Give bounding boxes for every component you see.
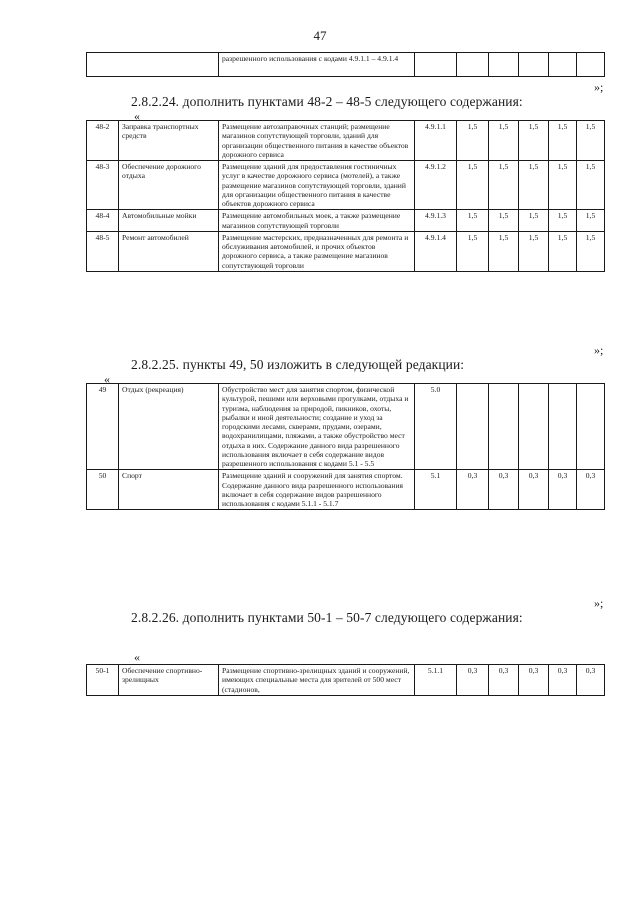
coefficient-cell: 1,5 <box>457 210 489 232</box>
coefficient-cell: 0,3 <box>549 470 577 510</box>
section-1-table <box>86 120 605 272</box>
table-row <box>87 665 605 696</box>
land-use-code: 4.9.1.4 <box>415 231 457 271</box>
table-row <box>87 161 605 210</box>
coefficient-cell: 0,3 <box>577 665 605 696</box>
coefficient-cell: 0,3 <box>457 470 489 510</box>
land-use-name: Ремонт автомобилей <box>119 231 219 271</box>
coefficient-cell: 1,5 <box>457 121 489 161</box>
coefficient-cell: 1,5 <box>577 231 605 271</box>
section-2-heading: 2.8.2.25. пункты 49, 50 изложить в следующей редакции: <box>131 357 465 372</box>
land-use-name: Автомобильные мойки <box>119 210 219 232</box>
land-use-code: 5.1.1 <box>415 665 457 696</box>
row-number: 48-2 <box>87 121 119 161</box>
land-use-description: Размещение мастерских, предназначенных для ремонта и обслуживания автомобилей, и прочих объектов дорожного сервиса, а также размещение магазинов сопутствующей торговли <box>219 231 415 271</box>
section-2-open-quote: « <box>104 372 110 386</box>
coefficient-cell: 1,5 <box>489 121 519 161</box>
land-use-code: 4.9.1.3 <box>415 210 457 232</box>
coefficient-cell: 1,5 <box>519 231 549 271</box>
land-use-description: Размещение автомобильных моек, а также размещение магазинов сопутствующей торговли <box>219 210 415 232</box>
coefficient-cell <box>549 384 577 470</box>
coefficient-cell: 0,3 <box>489 470 519 510</box>
coefficient-cell: 0,3 <box>457 665 489 696</box>
land-use-name: Обеспечение дорожного отдыха <box>119 161 219 210</box>
section-1-end-mark: »; <box>594 343 604 357</box>
section-3-open-quote: « <box>134 650 140 664</box>
top-fragment-blank <box>87 53 219 77</box>
land-use-name: Заправка транспортных средств <box>119 121 219 161</box>
coefficient-cell: 1,5 <box>577 161 605 210</box>
coefficient-cell: 1,5 <box>519 121 549 161</box>
coefficient-cell: 1,5 <box>489 161 519 210</box>
coefficient-cell: 1,5 <box>489 231 519 271</box>
page-number: 47 <box>313 28 327 43</box>
coefficient-cell: 1,5 <box>549 161 577 210</box>
land-use-description: Обустройство мест для занятия спортом, физической культурой, пешими или верховыми прогулками, отдыха и туризма, наблюдения за природой, пикников, охоты, рыбалки и иной деятельности; создание и уход за городскими лесами, скверами, прудами, озерами, водохранилищами, пляжами, а также обустройство мест отдыха в них. Содержание данного вида разрешенного использования включает в себя содержание видов разрешенного использования с кодами 5.1 - 5.5 <box>219 384 415 470</box>
coefficient-cell <box>457 384 489 470</box>
coefficient-cell: 1,5 <box>549 231 577 271</box>
row-number: 50 <box>87 470 119 510</box>
land-use-description: Размещение автозаправочных станций; размещение магазинов сопутствующей торговли, зданий для организации общественного питания в качестве объектов дорожного сервиса <box>219 121 415 161</box>
coefficient-cell: 1,5 <box>457 161 489 210</box>
row-number: 48-4 <box>87 210 119 232</box>
row-number: 48-3 <box>87 161 119 210</box>
top-fragment-text: разрешенного использования с кодами 4.9.1.1 – 4.9.1.4 <box>219 53 415 77</box>
land-use-name: Отдых (рекреация) <box>119 384 219 470</box>
section-1-heading: 2.8.2.24. дополнить пунктами 48-2 – 48-5 следующего содержания: <box>131 94 523 109</box>
section-1-open-quote: « <box>134 109 140 123</box>
table-row <box>87 231 605 271</box>
row-number: 49 <box>87 384 119 470</box>
land-use-description: Размещение зданий и сооружений для занятия спортом. Содержание данного вида разрешенного использования включает в себя содержание видов разрешенного использования с кодами 5.1.1 - 5.1.7 <box>219 470 415 510</box>
coefficient-cell: 1,5 <box>457 231 489 271</box>
top-fragment-table <box>86 52 605 77</box>
land-use-code: 5.1 <box>415 470 457 510</box>
land-use-description: Размещение спортивно-зрелищных зданий и сооружений, имеющих специальные места для зрителей от 500 мест (стадионов, <box>219 665 415 696</box>
row-number: 50-1 <box>87 665 119 696</box>
land-use-description: Размещение зданий для предоставления гостиничных услуг в качестве дорожного сервиса (мотелей), а также размещение магазинов сопутствующей торговли, зданий для организации общественного питания в качестве объектов дорожного сервиса <box>219 161 415 210</box>
land-use-name: Спорт <box>119 470 219 510</box>
row-number: 48-5 <box>87 231 119 271</box>
section-2-table <box>86 383 605 510</box>
coefficient-cell: 0,3 <box>519 665 549 696</box>
coefficient-cell: 1,5 <box>549 121 577 161</box>
coefficient-cell <box>519 384 549 470</box>
top-fragment-end-mark: »; <box>594 80 604 94</box>
section-2-end-mark: »; <box>594 596 604 610</box>
coefficient-cell: 1,5 <box>577 210 605 232</box>
land-use-name: Обеспечение спортивно-зрелищных <box>119 665 219 696</box>
coefficient-cell <box>489 384 519 470</box>
coefficient-cell: 0,3 <box>549 665 577 696</box>
land-use-code: 4.9.1.2 <box>415 161 457 210</box>
coefficient-cell: 0,3 <box>489 665 519 696</box>
coefficient-cell: 0,3 <box>519 470 549 510</box>
table-row <box>87 210 605 232</box>
table-row <box>87 470 605 510</box>
coefficient-cell: 1,5 <box>519 161 549 210</box>
table-row <box>87 384 605 470</box>
coefficient-cell: 1,5 <box>549 210 577 232</box>
land-use-code: 4.9.1.1 <box>415 121 457 161</box>
coefficient-cell: 0,3 <box>577 470 605 510</box>
coefficient-cell <box>577 384 605 470</box>
section-3-table <box>86 664 605 696</box>
table-row <box>87 121 605 161</box>
coefficient-cell: 1,5 <box>489 210 519 232</box>
land-use-code: 5.0 <box>415 384 457 470</box>
section-3-heading: 2.8.2.26. дополнить пунктами 50-1 – 50-7 следующего содержания: <box>131 610 523 625</box>
coefficient-cell: 1,5 <box>577 121 605 161</box>
coefficient-cell: 1,5 <box>519 210 549 232</box>
